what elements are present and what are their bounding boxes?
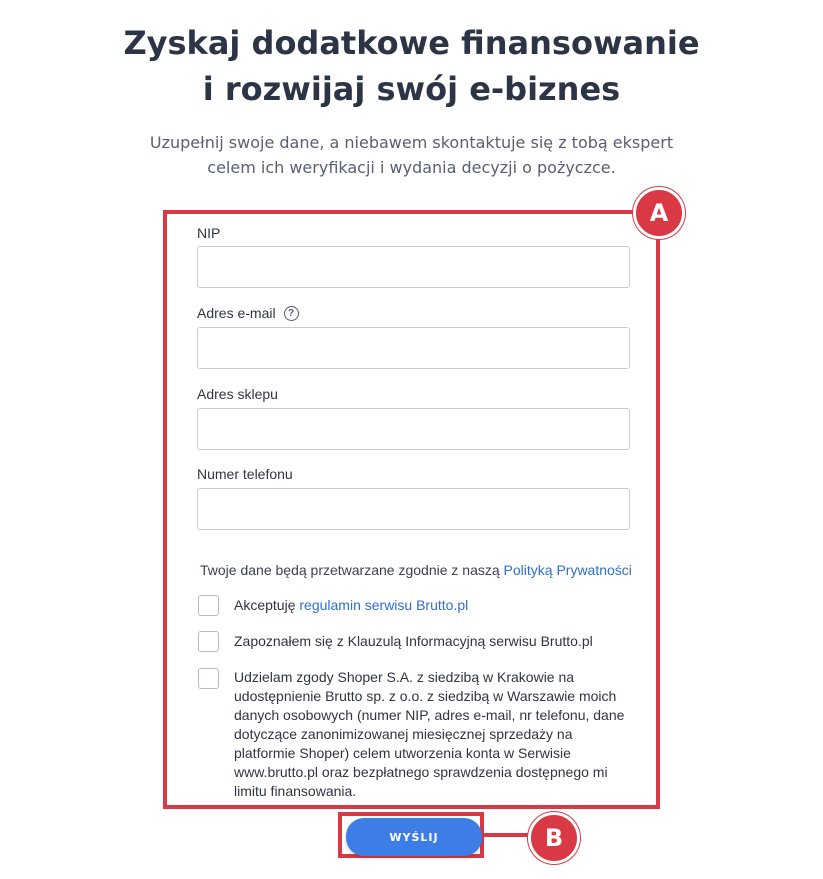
- data-sharing-line: www.brutto.pl oraz bezpłatnego sprawdzenia dostępnego mi: [234, 764, 608, 780]
- data-sharing-line: danych osobowych (numer NIP, adres e-mail, nr telefonu, dane: [234, 707, 625, 723]
- information-clause-text: [234, 632, 634, 651]
- email-label-text: Adres e-mail: [197, 305, 276, 321]
- page-subtitle-line-1: Uzupełnij swoje dane, a niebawem skontaktuje się z tobą ekspert: [149, 133, 674, 152]
- phone-label: [197, 466, 293, 482]
- page-subtitle: [0, 130, 823, 180]
- email-input[interactable]: [197, 327, 630, 369]
- submit-button[interactable]: WYŚLIJ: [346, 818, 482, 856]
- phone-input[interactable]: [197, 488, 630, 530]
- data-sharing-line: dotyczące zanonimizowanej miesięcznej sprzedaży na: [234, 726, 573, 742]
- terms-link[interactable]: regulamin serwisu Brutto.pl: [299, 597, 469, 613]
- terms-consent-prefix: Akceptuję: [234, 597, 296, 613]
- data-sharing-line: platformie Shoper) celem utworzenia konta w Serwisie: [234, 745, 571, 761]
- shop-address-input[interactable]: [197, 408, 630, 450]
- annotation-marker-b: B: [528, 812, 580, 864]
- email-label: [197, 305, 299, 321]
- data-sharing-line: limitu finansowania.: [234, 783, 357, 799]
- information-clause-label: Zapoznałem się z Klauzulą Informacyjną serwisu Brutto.pl: [234, 633, 593, 649]
- data-sharing-checkbox[interactable]: [198, 668, 219, 689]
- nip-label: [197, 225, 220, 241]
- shop-address-label: [197, 386, 278, 402]
- page-title-line-1: Zyskaj dodatkowe finansowanie: [123, 24, 700, 62]
- nip-input[interactable]: [197, 246, 630, 288]
- annotation-connector-b: [484, 833, 530, 837]
- data-sharing-consent-text: [234, 668, 634, 801]
- privacy-notice: [200, 562, 632, 578]
- privacy-notice-text: Twoje dane będą przetwarzane zgodnie z naszą: [200, 562, 500, 578]
- page-title-line-2: i rozwijaj swój e-biznes: [202, 70, 621, 108]
- annotation-marker-a: A: [633, 187, 685, 239]
- page-subtitle-line-2: celem ich weryfikacji i wydania decyzji o pożyczce.: [207, 158, 616, 177]
- privacy-policy-link[interactable]: Polityką Prywatności: [503, 562, 632, 578]
- shop-address-label-text: Adres sklepu: [197, 386, 278, 402]
- phone-label-text: Numer telefonu: [197, 466, 293, 482]
- page-title: [0, 20, 823, 112]
- nip-label-text: NIP: [197, 225, 221, 241]
- question-circle-icon[interactable]: ?: [284, 306, 299, 321]
- information-clause-checkbox[interactable]: [198, 631, 219, 652]
- data-sharing-line: Udzielam zgody Shoper S.A. z siedzibą w Krakowie na: [234, 669, 575, 685]
- data-sharing-line: udostępnienie Brutto sp. z o.o. z siedzibą w Warszawie moich: [234, 688, 617, 704]
- terms-checkbox[interactable]: [198, 595, 219, 616]
- terms-consent-text: [234, 596, 634, 615]
